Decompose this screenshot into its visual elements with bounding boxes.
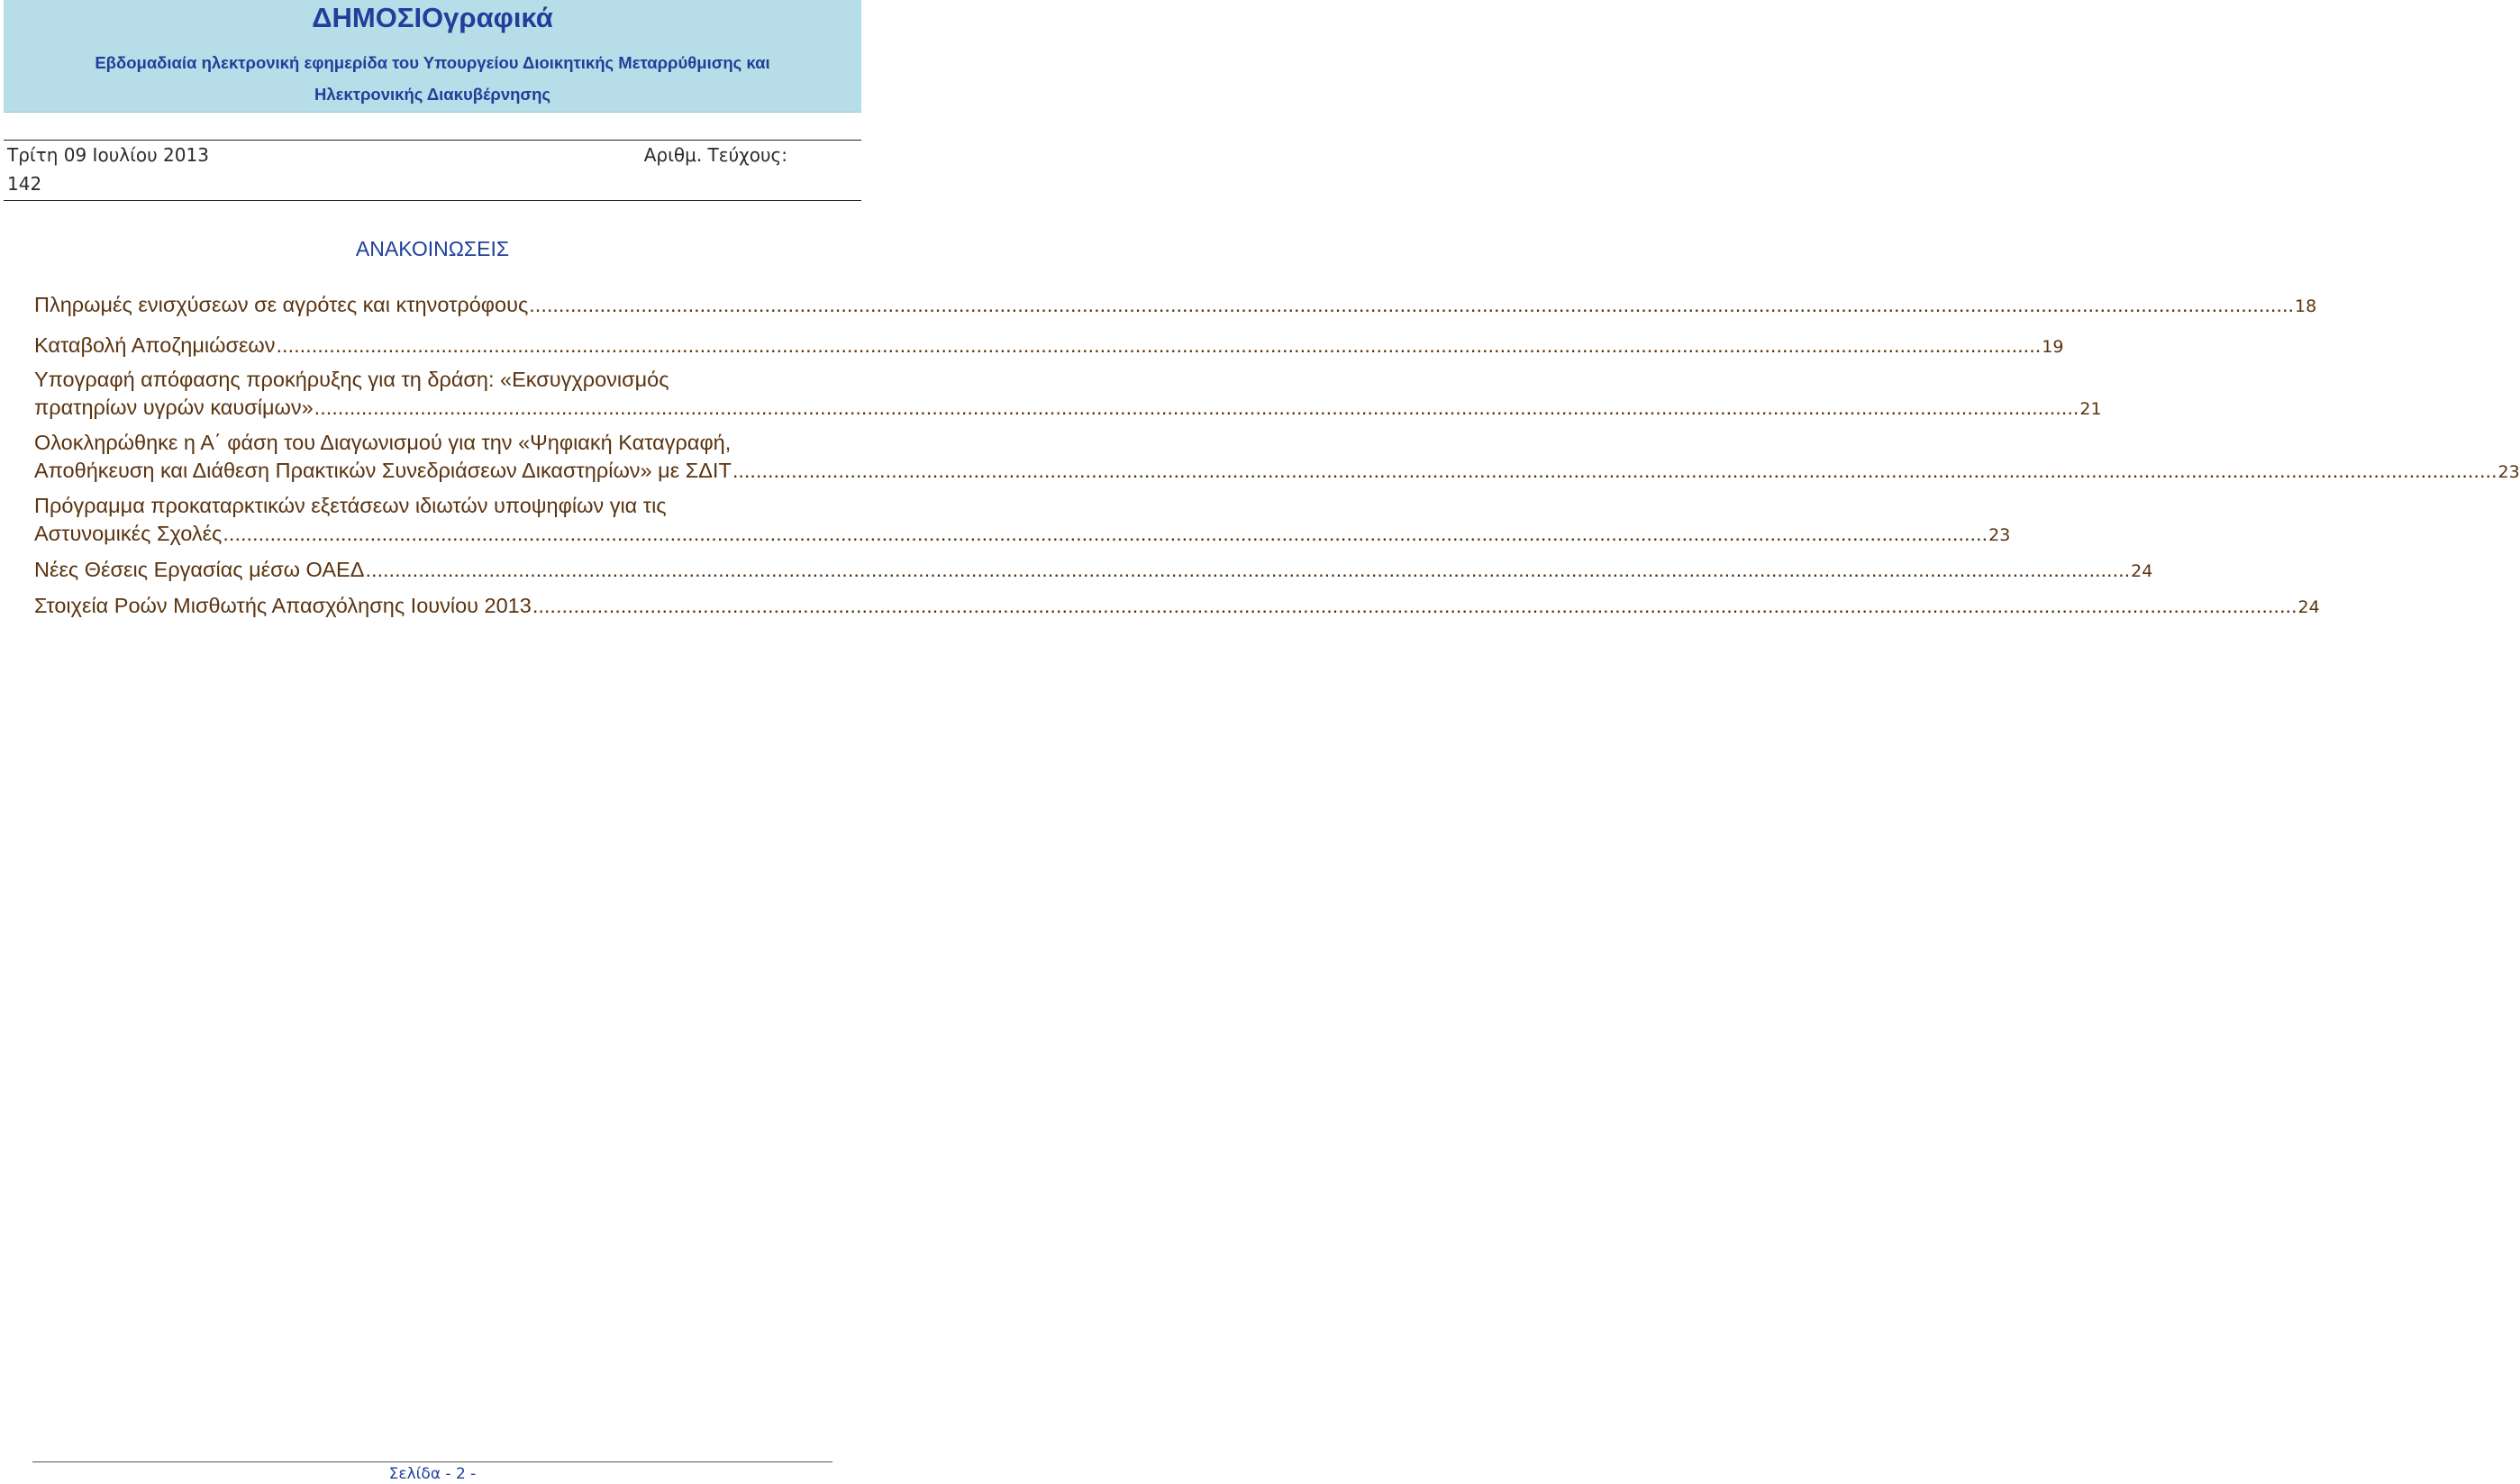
toc-entry-line <box>34 556 2153 584</box>
toc-leader-dots: ............................................................................................................................................................................................................................................................................................................ <box>223 522 1988 545</box>
toc-entry-title: πρατηρίων υγρών καυσίμων» <box>34 396 314 419</box>
toc-leader-dots: ............................................................................................................................................................................................................................................................................................................ <box>532 594 2297 617</box>
toc-page-number: 23 <box>1988 525 2011 545</box>
issue-bottom-rule <box>4 200 861 201</box>
toc-entry-line <box>34 457 2520 485</box>
page-number: Σελίδα - 2 - <box>388 1465 477 1483</box>
toc-entry-line <box>34 291 2317 319</box>
toc-entry[interactable] <box>34 492 2011 548</box>
masthead <box>4 0 861 113</box>
toc-page-number: 18 <box>2295 296 2317 316</box>
toc-entry-line <box>34 429 834 457</box>
toc-page-number: 24 <box>2131 561 2153 581</box>
toc-leader-dots: ............................................................................................................................................................................................................................................................................................................ <box>529 293 2294 316</box>
newspaper-title: ΔΗΜΟΣΙΟγραφικά <box>312 2 553 33</box>
issue-top-rule <box>4 140 861 141</box>
newspaper-subtitle <box>31 47 834 110</box>
toc-entry[interactable] <box>34 366 2102 422</box>
toc-entry-line <box>34 394 2102 422</box>
toc-page-number: 23 <box>2497 462 2520 482</box>
toc-entry-title: Αποθήκευση και Διάθεση Πρακτικών Συνεδριάσεων Δικαστηρίων» με ΣΔΙΤ <box>34 459 732 482</box>
issue-number: 142 <box>7 173 42 195</box>
toc-entry-line <box>34 592 2320 620</box>
toc-entry-title: Καταβολή Αποζημιώσεων <box>34 333 276 357</box>
subtitle-line-1: Εβδομαδιαία ηλεκτρονική εφημερίδα του Υπουργείου Διοικητικής Μεταρρύθμισης και <box>95 53 770 72</box>
toc-entry[interactable] <box>34 556 2153 584</box>
toc-entry-title: Πρόγραμμα προκαταρκτικών εξετάσεων ιδιωτών υποψηφίων για τις <box>34 494 667 517</box>
toc-entry[interactable] <box>34 332 2064 360</box>
toc-entry-line <box>34 366 834 394</box>
toc-leader-dots: ............................................................................................................................................................................................................................................................................................................ <box>314 396 2079 419</box>
toc-leader-dots: ............................................................................................................................................................................................................................................................................................................ <box>365 558 2131 581</box>
toc-entry-title: Υπογραφή απόφασης προκήρυξης για τη δράση: «Εκσυγχρονισμός <box>34 368 669 391</box>
section-title: ΑΝΑΚΟΙΝΩΣΕΙΣ <box>355 237 510 260</box>
toc-entry-title: Αστυνομικές Σχολές <box>34 522 223 545</box>
toc-entry-title: Νέες Θέσεις Εργασίας μέσω ΟΑΕΔ <box>34 558 365 581</box>
subtitle-line-2: Ηλεκτρονικής Διακυβέρνησης <box>314 85 550 104</box>
toc-page-number: 21 <box>2079 399 2102 419</box>
toc-entry-line <box>34 332 2064 360</box>
toc-entry[interactable] <box>34 592 2320 620</box>
toc-entry-line <box>34 520 2011 548</box>
toc-entry[interactable] <box>34 291 2317 319</box>
footer-rule <box>32 1461 832 1462</box>
toc-entry-title: Ολοκληρώθηκε η Α΄ φάση του Διαγωνισμού για την «Ψηφιακή Καταγραφή, <box>34 431 732 454</box>
toc-entry-title: Στοιχεία Ροών Μισθωτής Απασχόλησης Ιουνίου 2013 <box>34 594 532 617</box>
toc-page-number: 19 <box>2042 337 2064 357</box>
issue-date: Τρίτη 09 Ιουλίου 2013 <box>7 144 209 166</box>
issue-number-label: Αριθμ. Τεύχους: <box>643 144 787 166</box>
toc-page-number: 24 <box>2297 597 2320 617</box>
toc-entry-title: Πληρωμές ενισχύσεων σε αγρότες και κτηνοτρόφους <box>34 293 529 316</box>
toc-leader-dots: ............................................................................................................................................................................................................................................................................................................ <box>276 333 2042 357</box>
toc-leader-dots: ............................................................................................................................................................................................................................................................................................................ <box>732 459 2497 482</box>
toc-entry[interactable] <box>34 429 2520 485</box>
toc-entry-line <box>34 492 834 520</box>
